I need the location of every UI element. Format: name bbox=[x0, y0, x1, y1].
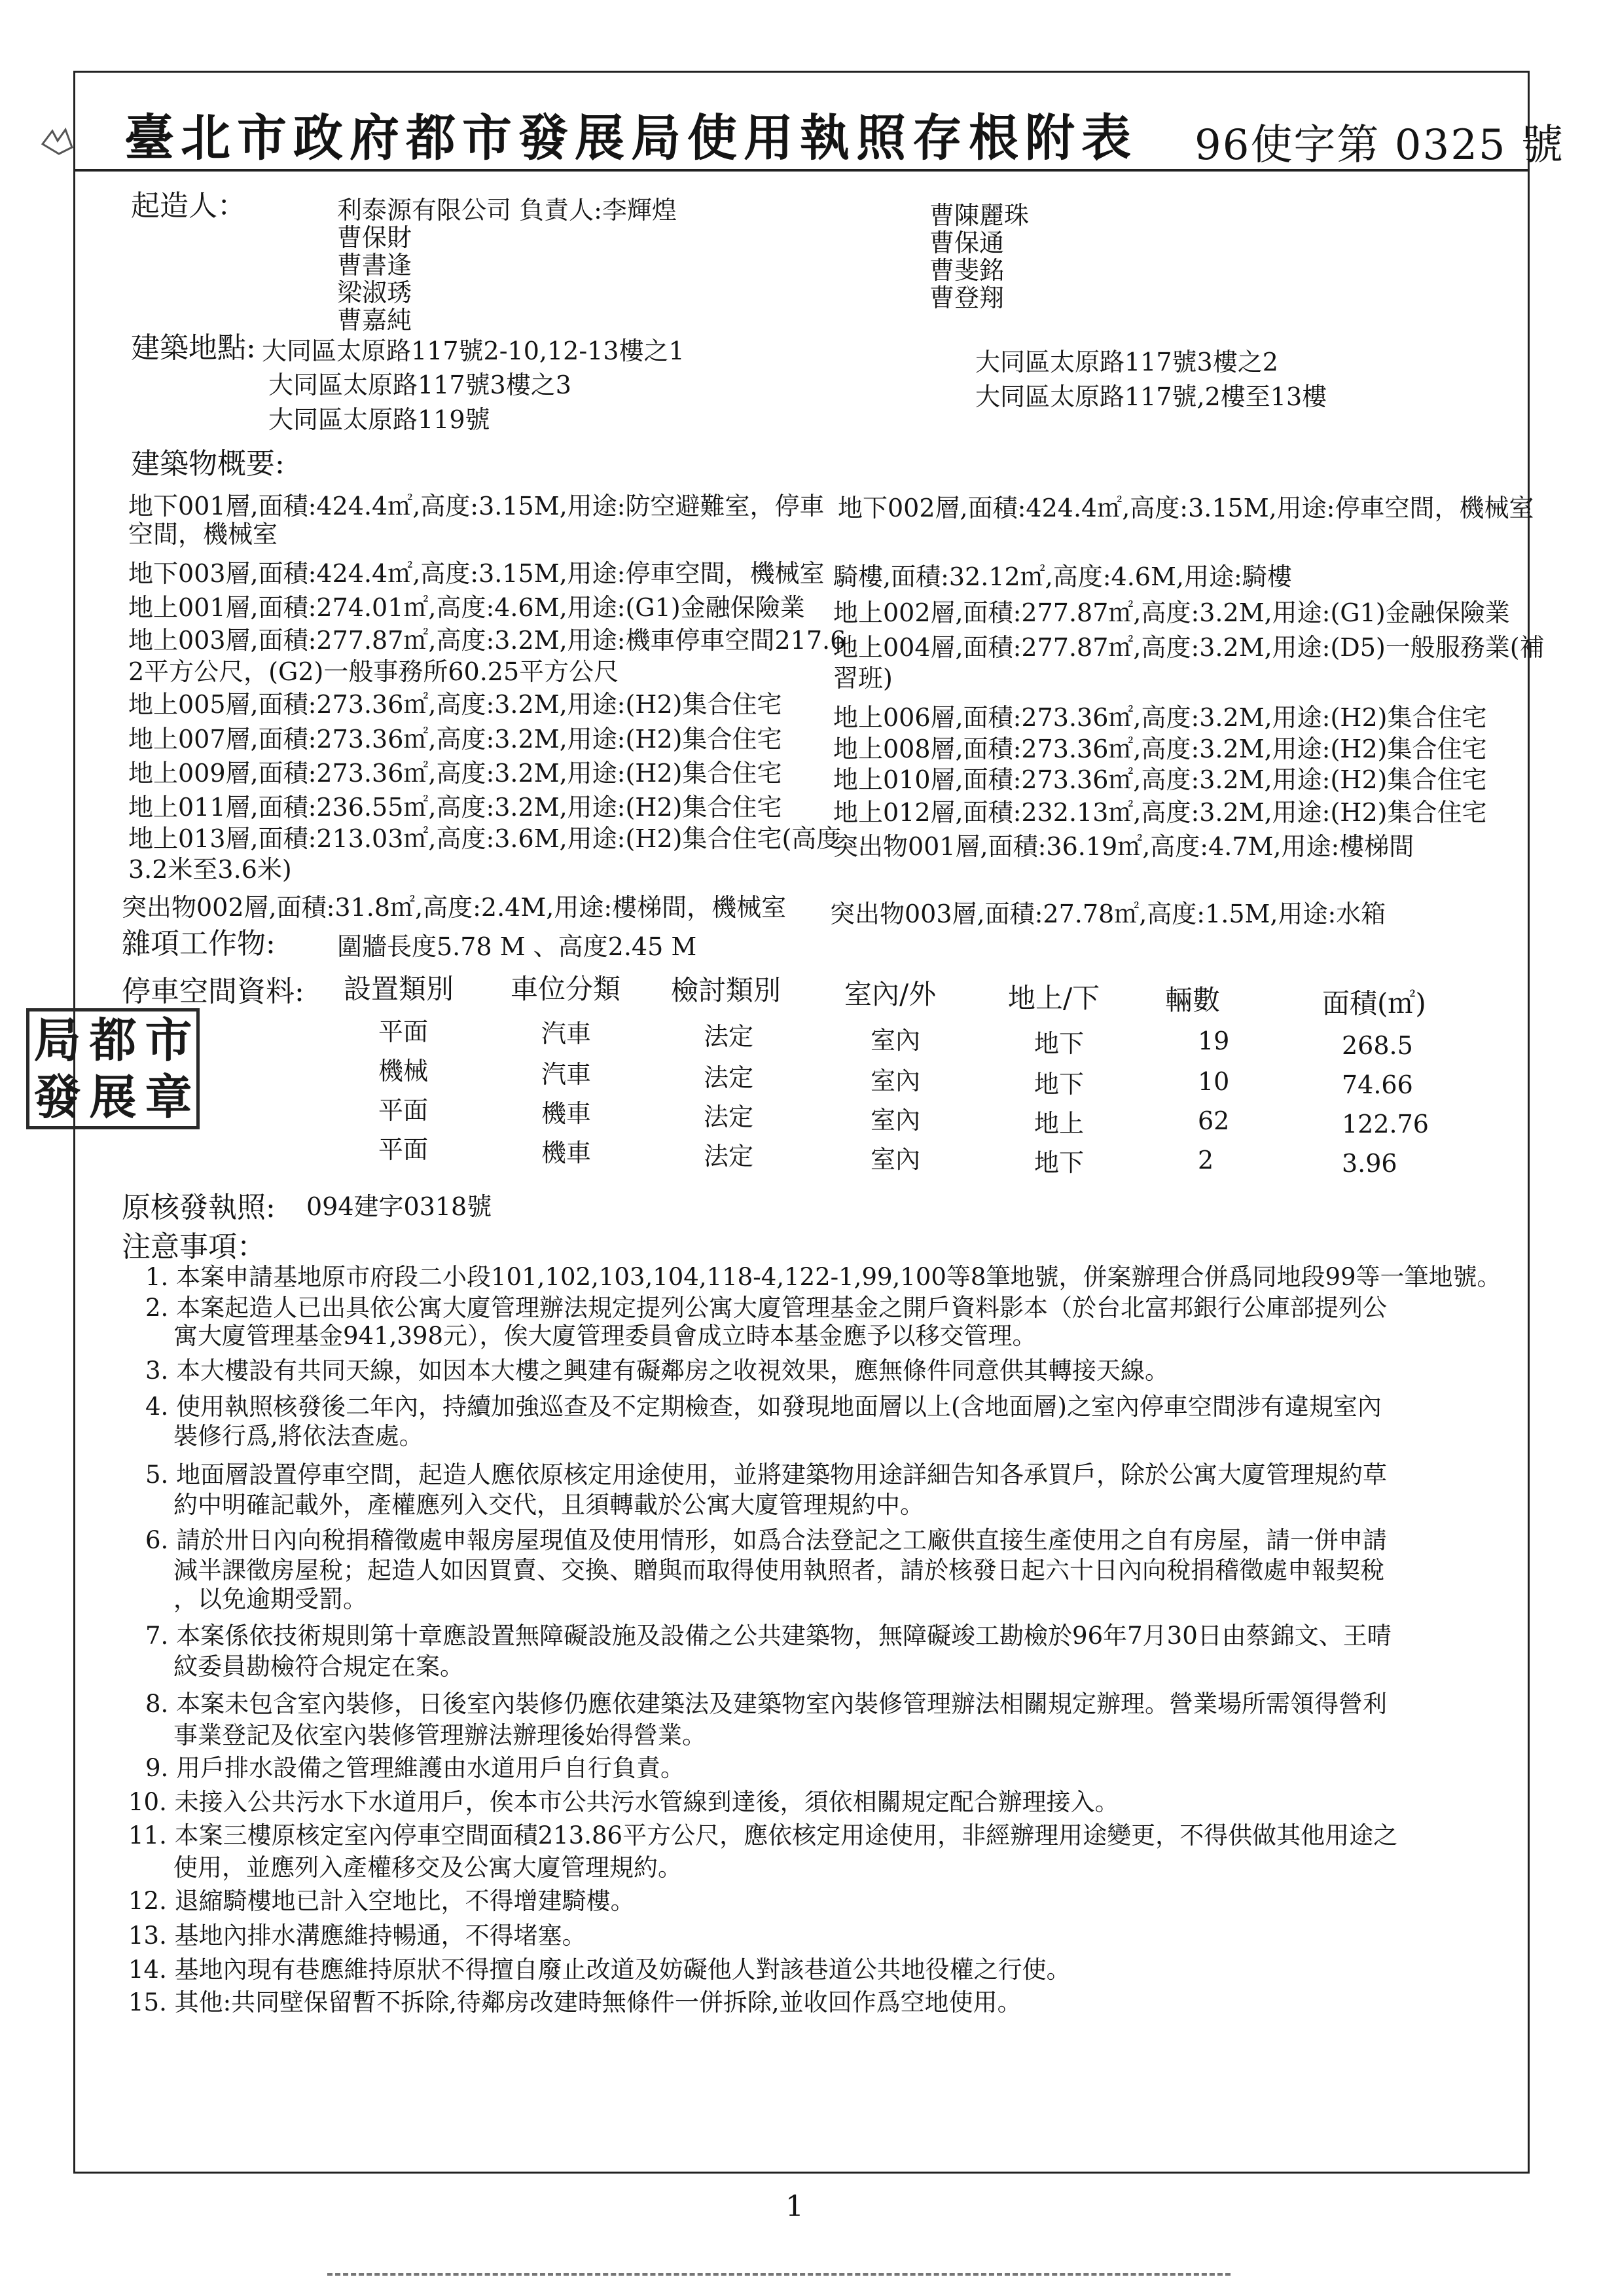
note-line: 2. 本案起造人已出具依公寓大廈管理辦法規定提列公寓大廈管理基金之開戶資料影本（於台北富邦銀行公庫部提列公 bbox=[145, 1294, 1388, 1322]
parking-header: 面積(㎡) bbox=[1322, 987, 1426, 1019]
note-line: 1. 本案申請基地原市府段二小段101,102,103,104,118-4,122-1,99,100等8筆地號，併案辦理合併爲同地段99等一筆地號。 bbox=[145, 1263, 1501, 1291]
note-line: 5. 地面層設置停車空間，起造人應依原核定用途使用，並將建築物用途詳細告知各承買戶，除於公寓大廈管理規約草 bbox=[145, 1461, 1388, 1489]
parking-cell: 10 bbox=[1198, 1067, 1230, 1096]
floor-entry: 地上001層,面積:274.01㎡,高度:4.6M,用途:(G1)金融保險業 bbox=[128, 593, 805, 622]
site-label: 建築地點: bbox=[131, 331, 256, 365]
parking-cell: 平面 bbox=[378, 1096, 429, 1125]
parking-cell: 室內 bbox=[871, 1145, 921, 1174]
seal-char: 發 bbox=[33, 1069, 81, 1125]
seal-char: 市 bbox=[145, 1011, 192, 1068]
parking-header: 地上/下 bbox=[1008, 982, 1100, 1014]
note-line: 8. 本案未包含室內裝修，日後室內裝修仍應依建築法及建築物室內裝修管理辦法相關規定辦理。營業場所需領得營利 bbox=[145, 1690, 1388, 1718]
scan-edge-line bbox=[327, 2273, 1231, 2276]
floor-entry: 地下001層,面積:424.4㎡,高度:3.15M,用途:防空避難室，停車 bbox=[128, 492, 825, 520]
floor-entry: 2平方公尺，(G2)一般事務所60.25平方公尺 bbox=[128, 657, 619, 686]
parking-cell: 法定 bbox=[704, 1102, 754, 1131]
parking-cell: 19 bbox=[1198, 1027, 1230, 1055]
applicant-name: 曹保財 bbox=[337, 223, 412, 252]
scan-artifact bbox=[39, 124, 75, 157]
floor-entry: 地上003層,面積:277.87㎡,高度:3.2M,用途:機車停車空間217.6 bbox=[128, 626, 846, 655]
note-line: 4. 使用執照核發後二年內，持續加強巡查及不定期檢查，如發現地面層以上(含地面層)之室內停車空間涉有違規室內 bbox=[145, 1393, 1382, 1421]
floor-entry: 突出物001層,面積:36.19㎡,高度:4.7M,用途:樓梯間 bbox=[833, 832, 1414, 861]
note-line: 減半課徵房屋稅；起造人如因買賣、交換、贈與而取得使用執照者，請於核發日起六十日內向稅捐稽徵處申報契稅 bbox=[173, 1556, 1384, 1584]
floor-entry: 3.2米至3.6米) bbox=[128, 855, 292, 884]
floor-entry: 地上006層,面積:273.36㎡,高度:3.2M,用途:(H2)集合住宅 bbox=[833, 703, 1487, 732]
parking-cell: 室內 bbox=[871, 1026, 921, 1055]
site-address: 大同區太原路117號2-10,12-13樓之1 bbox=[262, 337, 685, 365]
misc-value: 圍牆長度5.78 M 、高度2.45 M bbox=[337, 932, 697, 961]
floor-entry: 地上007層,面積:273.36㎡,高度:3.2M,用途:(H2)集合住宅 bbox=[128, 725, 782, 754]
parking-header: 輛數 bbox=[1165, 984, 1221, 1016]
parking-cell: 3.96 bbox=[1342, 1149, 1397, 1178]
parking-cell: 室內 bbox=[871, 1066, 921, 1095]
permit-number: 96使字第 0325 號 bbox=[1195, 121, 1564, 170]
floor-entry: 空間，機械室 bbox=[128, 520, 278, 549]
note-line: 7. 本案係依技術規則第十章應設置無障礙設施及設備之公共建築物，無障礙竣工勘檢於96年7月30日由蔡錦文、王晴 bbox=[145, 1622, 1392, 1650]
note-line: 6. 請於卅日內向稅捐稽徵處申報房屋現值及使用情形，如爲合法登記之工廠供直接生產使用之自有房屋，請一併申請 bbox=[145, 1526, 1388, 1554]
floor-entry: 地上010層,面積:273.36㎡,高度:3.2M,用途:(H2)集合住宅 bbox=[833, 765, 1487, 794]
document-title: 臺北市政府都市發展局使用執照存根附表 bbox=[124, 109, 1138, 167]
parking-cell: 268.5 bbox=[1342, 1031, 1413, 1060]
applicant-name: 曹嘉純 bbox=[337, 306, 412, 335]
floor-entry: 地上004層,面積:277.87㎡,高度:3.2M,用途:(D5)一般服務業(補 bbox=[833, 633, 1545, 662]
floor-entry: 地上009層,面積:273.36㎡,高度:3.2M,用途:(H2)集合住宅 bbox=[128, 759, 782, 788]
floor-entry: 地上002層,面積:277.87㎡,高度:3.2M,用途:(G1)金融保險業 bbox=[833, 598, 1510, 627]
floor-entry: 突出物003層,面積:27.78㎡,高度:1.5M,用途:水箱 bbox=[830, 900, 1386, 928]
parking-cell: 機械 bbox=[378, 1057, 429, 1085]
building-label: 建築物概要: bbox=[131, 447, 285, 481]
applicant-name: 曹陳麗珠 bbox=[929, 201, 1030, 230]
parking-cell: 平面 bbox=[378, 1135, 429, 1164]
original-permit-label: 原核發執照: bbox=[122, 1191, 276, 1224]
misc-label: 雜項工作物: bbox=[122, 927, 276, 960]
note-line: 事業登記及依室內裝修管理辦法辦理後始得營業。 bbox=[173, 1721, 706, 1749]
parking-header: 室內/外 bbox=[844, 978, 937, 1010]
parking-header: 車位分類 bbox=[511, 973, 621, 1005]
seal-char: 展 bbox=[89, 1069, 137, 1125]
parking-cell: 地上 bbox=[1034, 1109, 1085, 1138]
note-line: 寓大廈管理基金941,398元），俟大廈管理委員會成立時本基金應予以移交管理。 bbox=[173, 1322, 1037, 1350]
parking-cell: 機車 bbox=[541, 1099, 592, 1128]
note-line: 12. 退縮騎樓地已計入空地比，不得增建騎樓。 bbox=[128, 1887, 635, 1915]
applicant-name: 梁淑琇 bbox=[337, 278, 412, 307]
note-line: ，以免逾期受罰。 bbox=[173, 1585, 367, 1613]
note-line: 15. 其他:共同壁保留暫不拆除,待鄰房改建時無條件一併拆除,並收回作爲空地使用。 bbox=[128, 1988, 1022, 2016]
parking-cell: 法定 bbox=[704, 1063, 754, 1092]
parking-cell: 地下 bbox=[1034, 1148, 1085, 1177]
parking-cell: 2 bbox=[1198, 1146, 1214, 1175]
floor-entry: 習班) bbox=[833, 664, 893, 693]
parking-cell: 122.76 bbox=[1342, 1110, 1429, 1139]
seal-char: 章 bbox=[145, 1069, 192, 1125]
parking-cell: 地下 bbox=[1034, 1070, 1085, 1099]
floor-entry: 地上011層,面積:236.55㎡,高度:3.2M,用途:(H2)集合住宅 bbox=[128, 793, 782, 822]
site-address: 大同區太原路117號3樓之2 bbox=[975, 348, 1278, 376]
floor-entry: 地上008層,面積:273.36㎡,高度:3.2M,用途:(H2)集合住宅 bbox=[833, 735, 1487, 763]
seal-char: 都 bbox=[89, 1011, 137, 1068]
site-address: 大同區太原路117號3樓之3 bbox=[268, 371, 571, 399]
note-line: 裝修行爲,將依法查處。 bbox=[173, 1422, 423, 1450]
page-number: 1 bbox=[785, 2190, 804, 2223]
official-seal bbox=[26, 1008, 200, 1129]
applicant-name: 曹登翔 bbox=[929, 283, 1005, 312]
note-line: 9. 用戶排水設備之管理維護由水道用戶自行負責。 bbox=[145, 1754, 685, 1782]
floor-entry: 騎樓,面積:32.12㎡,高度:4.6M,用途:騎樓 bbox=[833, 562, 1292, 591]
applicant-label: 起造人： bbox=[131, 189, 246, 223]
original-permit-value: 094建字0318號 bbox=[306, 1192, 492, 1221]
floor-entry: 突出物002層,面積:31.8㎡,高度:2.4M,用途:樓梯間，機械室 bbox=[122, 893, 787, 922]
seal-char: 局 bbox=[33, 1011, 81, 1068]
applicant-name: 利泰源有限公司 負責人:李輝煌 bbox=[337, 196, 677, 225]
note-line: 14. 基地內現有巷應維持原狀不得擅自廢止改道及妨礙他人對該巷道公共地役權之行使。 bbox=[128, 1956, 1071, 1984]
note-line: 紋委員勘檢符合規定在案。 bbox=[173, 1652, 464, 1681]
note-line: 3. 本大樓設有共同天線，如因本大樓之興建有礙鄰房之收視效果，應無條件同意供其轉接天線。 bbox=[145, 1357, 1170, 1385]
note-line: 約中明確記載外，產權應列入交代，且須轉載於公寓大廈管理規約中。 bbox=[173, 1491, 924, 1519]
applicant-name: 曹斐銘 bbox=[929, 256, 1005, 285]
site-address: 大同區太原路117號,2樓至13樓 bbox=[975, 382, 1327, 411]
parking-cell: 法定 bbox=[704, 1022, 754, 1051]
applicant-name: 曹書逢 bbox=[337, 251, 412, 280]
note-line: 使用，並應列入產權移交及公寓大廈管理規約。 bbox=[173, 1853, 682, 1882]
note-line: 13. 基地內排水溝應維持暢通，不得堵塞。 bbox=[128, 1922, 586, 1950]
parking-cell: 地下 bbox=[1034, 1029, 1085, 1058]
parking-cell: 室內 bbox=[871, 1106, 921, 1135]
parking-cell: 機車 bbox=[541, 1139, 592, 1167]
site-address: 大同區太原路119號 bbox=[268, 405, 490, 434]
note-line: 11. 本案三樓原核定室內停車空間面積213.86平方公尺，應依核定用途使用，非經辦理用途變更，不得供做其他用途之 bbox=[128, 1821, 1398, 1850]
floor-entry: 地下003層,面積:424.4㎡,高度:3.15M,用途:停車空間，機械室 bbox=[128, 559, 825, 588]
parking-header: 設置類別 bbox=[344, 973, 454, 1005]
floor-entry: 地下002層,面積:424.4㎡,高度:3.15M,用途:停車空間，機械室 bbox=[838, 494, 1534, 522]
notes-label: 注意事項： bbox=[122, 1230, 266, 1264]
parking-label: 停車空間資料: bbox=[122, 975, 304, 1008]
note-line: 10. 未接入公共污水下水道用戶，俟本市公共污水管線到達後，須依相關規定配合辦理接入。 bbox=[128, 1788, 1119, 1816]
parking-cell: 法定 bbox=[704, 1142, 754, 1171]
applicant-name: 曹保通 bbox=[929, 228, 1005, 257]
parking-cell: 汽車 bbox=[541, 1019, 592, 1048]
parking-cell: 62 bbox=[1198, 1106, 1230, 1135]
floor-entry: 地上013層,面積:213.03㎡,高度:3.6M,用途:(H2)集合住宅(高度 bbox=[128, 824, 842, 853]
floor-entry: 地上005層,面積:273.36㎡,高度:3.2M,用途:(H2)集合住宅 bbox=[128, 690, 782, 719]
parking-header: 檢討類別 bbox=[671, 974, 782, 1006]
parking-cell: 汽車 bbox=[541, 1060, 592, 1089]
floor-entry: 地上012層,面積:232.13㎡,高度:3.2M,用途:(H2)集合住宅 bbox=[833, 798, 1487, 827]
parking-cell: 平面 bbox=[378, 1017, 429, 1046]
parking-cell: 74.66 bbox=[1342, 1070, 1413, 1099]
